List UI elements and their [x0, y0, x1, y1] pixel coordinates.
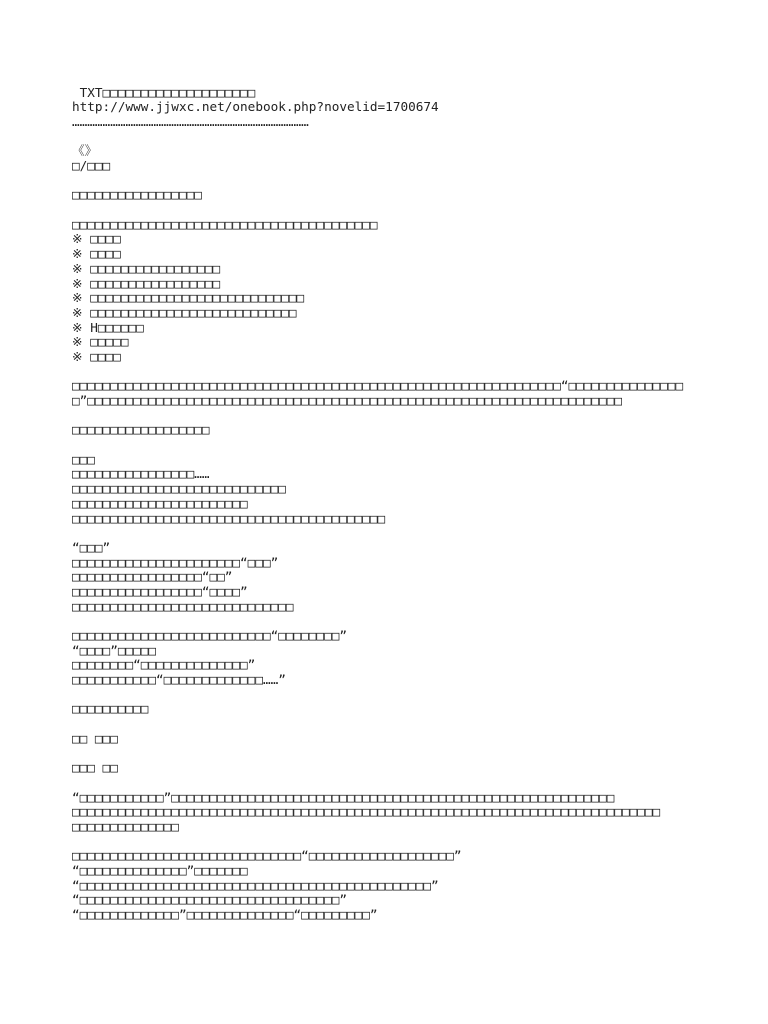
paragraph	[72, 702, 760, 717]
text-line: “□□□□□□□□□□□□□”□□□□□□□□□□□□□□“□□□□□□□□□”	[72, 908, 378, 923]
text-line: □□□□□□□□□□□□□□□□□□□□□□□□□□□□□□“□□□□□□□□□□□□□□□□□□□”	[72, 849, 462, 864]
text-line: 《》	[72, 144, 98, 159]
text-line: □□□□□□□□□□	[72, 702, 149, 717]
text-line: □□□□□□□□□□□□□□□□□□□□□□“□□□”	[72, 555, 279, 570]
paragraph	[72, 86, 760, 130]
text-line: ※ □□□□	[72, 247, 121, 262]
paragraph	[72, 791, 760, 835]
text-line: □□□□□□□□□□□□□□□□□□□□□□□□□□□□□□□□□□□□□□□□□	[72, 511, 386, 526]
paragraph	[72, 144, 760, 173]
text-line: “□□□”	[72, 540, 111, 555]
paragraph	[72, 732, 760, 747]
text-line: □□□□□□□□□□□“□□□□□□□□□□□□□……”	[72, 673, 286, 688]
paragraph	[72, 423, 760, 438]
text-line: TXT□□□□□□□□□□□□□□□□□□□□	[72, 85, 256, 100]
text-line: □□□ □□	[72, 761, 118, 776]
paragraph	[72, 218, 760, 365]
text-line: □/□□□	[72, 159, 111, 174]
text-line: http://www.jjwxc.net/onebook.php?novelid=1700674	[72, 100, 439, 115]
text-line: “□□□□□□□□□□□□□□□□□□□□□□□□□□□□□□□□□□”	[72, 893, 347, 908]
text-line: ※ □□□□□	[72, 335, 129, 350]
text-line: □□□□□□□□□□□□□□□□□□□□□□□□□□□□□□□□□□□□□□□□	[72, 217, 378, 232]
text-line: ※ □□□□□□□□□□□□□□□□□	[72, 276, 221, 291]
paragraph	[72, 761, 760, 776]
text-line: ※ □□□□□□□□□□□□□□□□□□□□□□□□□□□	[72, 305, 297, 320]
paragraph	[72, 188, 760, 203]
text-line: □□ □□□	[72, 731, 118, 746]
text-line: “□□□□□□□□□□□□□□”□□□□□□□	[72, 864, 248, 879]
text-line: □□□	[72, 452, 95, 467]
text-line: ※ □□□□□□□□□□□□□□□□□	[72, 261, 221, 276]
text-line: □□□□□□□□□□□□□□□□□□□□□□□□□□□□	[72, 482, 286, 497]
text-line: □□□□□□□□□□□□□□□□□“□□”	[72, 570, 233, 585]
text-line: ※ H□□□□□□	[72, 320, 144, 335]
text-line: “□□□□”□□□□□	[72, 643, 157, 658]
paragraph	[72, 849, 760, 922]
text-line: ※ □□□□	[72, 349, 121, 364]
text-line: …………………………………………………………………………………	[72, 114, 309, 129]
text-line: □□□□□□□□□□□□□□□□□□	[72, 423, 210, 438]
text-line: □□□□□□□□“□□□□□□□□□□□□□□”	[72, 658, 256, 673]
paragraph	[72, 541, 760, 614]
text-line: “□□□□□□□□□□□□□□□□□□□□□□□□□□□□□□□□□□□□□□□□□□□□□□”	[72, 878, 439, 893]
text-line: □□□□□□□□□□□□□□□□□“□□□□”	[72, 584, 248, 599]
text-line: □□□□□□□□□□□□□□□□……	[72, 467, 210, 482]
paragraph	[72, 379, 760, 408]
text-line: □□□□□□□□□□□□□□□□□□□□□□□□□□□□□□□□□□□□□□□□□□□□□□□□□□□□□□□□□□□□□□□□□□□□□□□□□□□□□	[72, 805, 661, 820]
text-line: □□□□□□□□□□□□□□	[72, 819, 179, 834]
text-line: ※ □□□□	[72, 232, 121, 247]
text-line: □□□□□□□□□□□□□□□□□□□□□□□□□□“□□□□□□□□”	[72, 629, 347, 644]
paragraph	[72, 629, 760, 688]
text-line: ※ □□□□□□□□□□□□□□□□□□□□□□□□□□□□	[72, 291, 305, 306]
text-line: □□□□□□□□□□□□□□□□□	[72, 188, 202, 203]
text-line: □□□□□□□□□□□□□□□□□□□□□□□□□□□□□□□□□□□□□□□□□□□□□□□□□□□□□□□□□□□□□□□□“□□□□□□□□□□□□□□□	[72, 379, 684, 394]
text-line: □”□□□□□□□□□□□□□□□□□□□□□□□□□□□□□□□□□□□□□□□□□□□□□□□□□□□□□□□□□□□□□□□□□□□□□□	[72, 394, 622, 409]
paragraph	[72, 453, 760, 526]
text-line: □□□□□□□□□□□□□□□□□□□□□□□	[72, 496, 248, 511]
text-line: “□□□□□□□□□□□”□□□□□□□□□□□□□□□□□□□□□□□□□□□□□□□□□□□□□□□□□□□□□□□□□□□□□□□□□□	[72, 790, 615, 805]
text-line: □□□□□□□□□□□□□□□□□□□□□□□□□□□□□	[72, 599, 294, 614]
document-body	[72, 86, 760, 938]
